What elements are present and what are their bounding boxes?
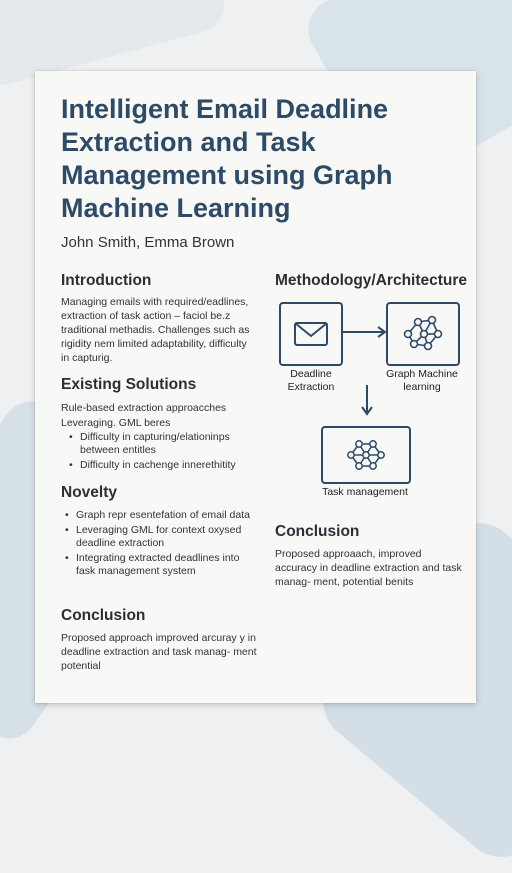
list-item: • Difficulty in cachenge innerethitity [69, 459, 259, 472]
poster-sheet [35, 71, 476, 703]
existing-line: Leveraging. GML beres [61, 417, 171, 429]
poster-title: Intelligent Email Deadline Extraction and Task Management using Graph Machine Learning [61, 94, 393, 223]
list-item: • Graph repr esentefation of email data [65, 509, 260, 522]
network-icon [323, 428, 409, 482]
novelty-heading: Novelty [61, 484, 117, 501]
list-item: • Integrating extracted deadlines into fask management system [65, 552, 260, 578]
novelty-bullets [65, 509, 260, 580]
conclusion-left-text: Proposed approach improved arcuray y in deadline extraction and task manag- ment potential [61, 632, 257, 672]
deadline-extraction-label: Deadline Extraction [287, 368, 335, 393]
arrow-right-icon [340, 325, 390, 339]
envelope-icon [281, 304, 341, 364]
arrow-down-icon [360, 383, 374, 419]
task-management-node [321, 426, 411, 484]
introduction-heading: Introduction [61, 272, 152, 289]
existing-line: Rule-based extraction approacches [61, 402, 227, 414]
graph-network-icon [388, 304, 458, 364]
existing-bullets [69, 431, 259, 474]
graph-ml-node [386, 302, 460, 366]
authors: John Smith, Emma Brown [61, 234, 235, 251]
conclusion-right-text: Proposed approaach, improved accuracy in deadline extraction and task manag- ment, potential benits [275, 548, 462, 588]
conclusion-right-heading: Conclusion [275, 523, 360, 540]
task-management-label: Task management [322, 486, 408, 498]
introduction-text: Managing emails with required/eadlines, extraction of task action – faciol be.z traditional methadis. Challenges such as rigidity nem limited adaptability, difficulty in capturig. [61, 296, 250, 364]
graph-ml-label: Graph Machine learning [386, 368, 458, 393]
list-item: • Difficulty in capturing/elationinps between entitles [69, 431, 259, 457]
list-item: • Leveraging GML for context oxysed deadline extraction [65, 524, 260, 550]
conclusion-left-heading: Conclusion [61, 607, 146, 624]
deadline-extraction-node [279, 302, 343, 366]
existing-solutions-heading: Existing Solutions [61, 376, 197, 393]
methodology-heading: Methodology/Architecture [275, 272, 468, 289]
